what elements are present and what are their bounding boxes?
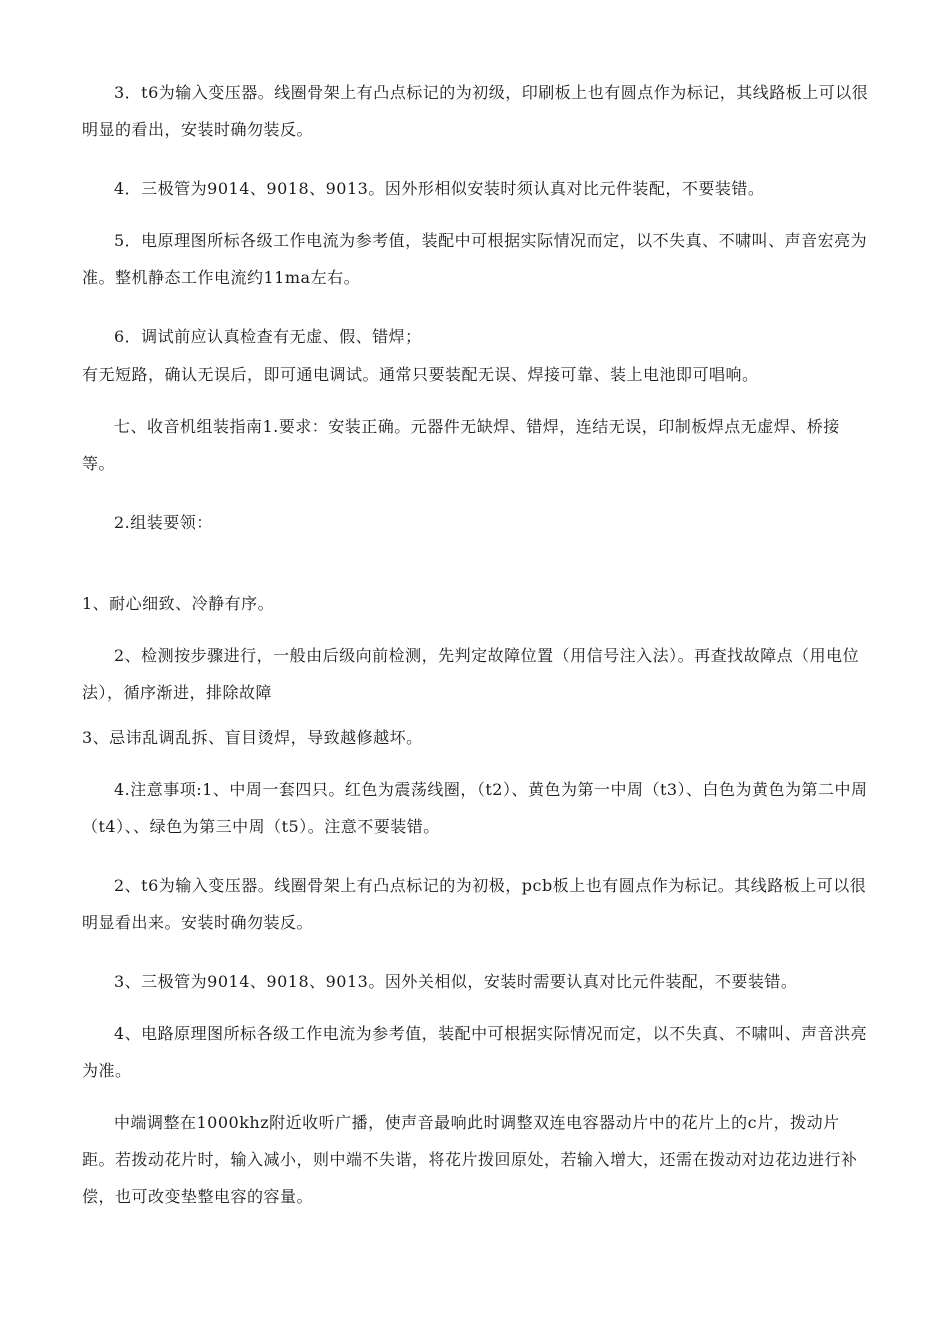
- paragraph-avoid-random: 3、忌讳乱调乱拆、盲目烫焊，导致越修越坏。: [82, 728, 423, 747]
- paragraph-notes-if-coils: 4.注意事项:1、中周一套四只。红色为震荡线圈，（t2）、黄色为第一中周（t3）、白色为黄色为第二中周（t4）、、绿色为第三中周（t5）。注意不要装错。: [82, 780, 868, 836]
- paragraph-t6-input-transformer: 3．t6为输入变压器。线圈骨架上有凸点标记的为初级，印刷板上也有圆点作为标记，其线路板上可以很明显的看出，安装时确勿装反。: [82, 83, 869, 139]
- paragraph-transistors-2: 3、三极管为9014、9018、9013。因外关相似，安装时需要认真对比元件装配，不要装错。: [114, 972, 798, 991]
- paragraph-t6-pcb-marker: 2、t6为输入变压器。线圈骨架上有凸点标记的为初极，pcb板上也有圆点作为标记。其线路板上可以很明显看出来。安装时确勿装反。: [82, 876, 867, 932]
- paragraph-transistors: 4．三极管为9014、9018、9013。因外形相似安装时须认真对比元件装配，不要装错。: [114, 179, 765, 198]
- paragraph-step-detection: 2、检测按步骤进行，一般由后级向前检测，先判定故障位置（用信号注入法）。再查找故障点（用电位法），循序渐进，排除故障: [82, 646, 860, 702]
- paragraph-midrange-tuning: 中端调整在1000khz附近收听广播，使声音最响此时调整双连电容器动片中的花片上的c片，拨动片距。若拨动花片时，输入减小，则中端不失谐，将花片拨回原处，若输入增大，还需在拨动对边花边进行补偿，也可改变垫整电容的容量。: [82, 1113, 858, 1206]
- paragraph-working-current: 5．电原理图所标各级工作电流为参考值，装配中可根据实际情况而定，以不失真、不啸叫、声音宏亮为准。整机静态工作电流约11ma左右。: [82, 231, 868, 287]
- paragraph-circuit-current: 4、电路原理图所标各级工作电流为参考值，装配中可根据实际情况而定，以不失真、不啸叫、声音洪亮为准。: [82, 1024, 868, 1080]
- paragraph-assembly-essentials: 2.组装要领：: [114, 513, 213, 532]
- paragraph-no-short-circuit: 有无短路，确认无误后，即可通电调试。通常只要装配无误、焊接可靠、装上电池即可唱响。: [82, 365, 759, 384]
- paragraph-patient-careful: 1、耐心细致、冷静有序。: [82, 594, 275, 613]
- paragraph-debug-check: 6．调试前应认真检查有无虚、假、错焊；: [114, 327, 422, 346]
- paragraph-assembly-guide-heading: 七、收音机组装指南1.要求：安装正确。元器件无缺焊、错焊，连结无误，印制板焊点无虚焊、桥接等。: [82, 417, 840, 473]
